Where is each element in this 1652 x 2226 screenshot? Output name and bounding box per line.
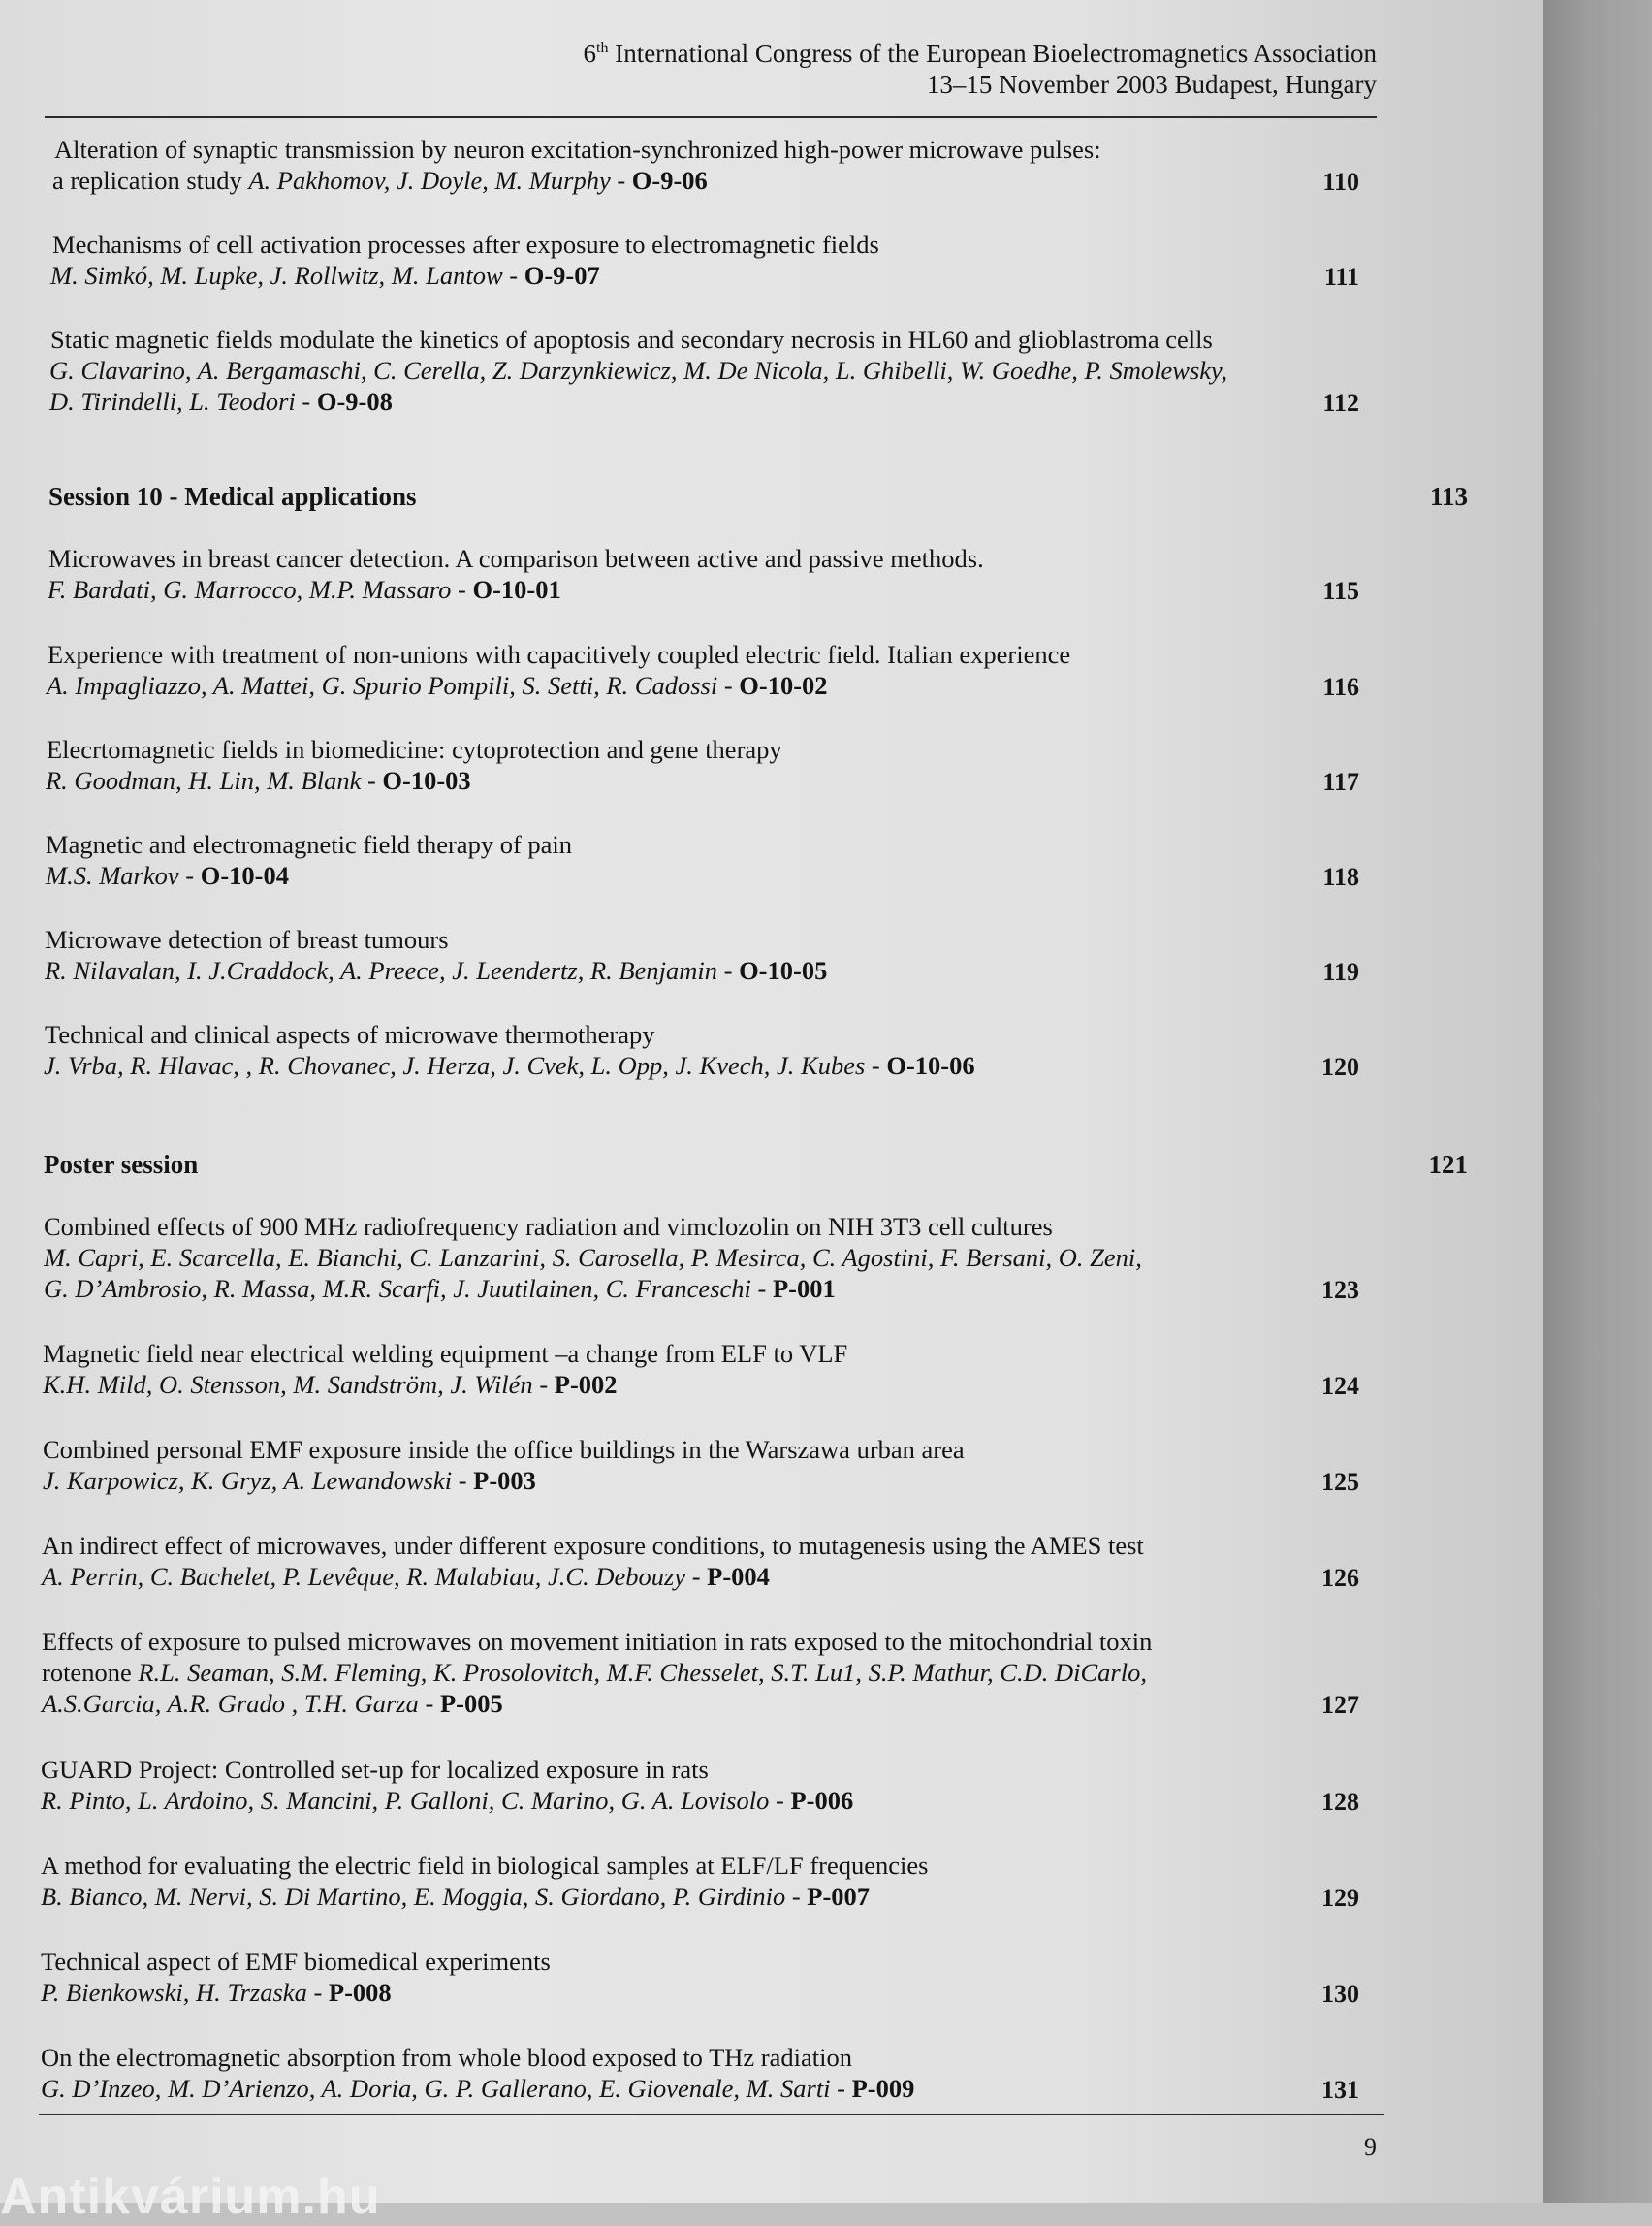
toc-entry: Combined personal EMF exposure inside the office buildings in the Warszawa urban area J. Karpowicz, K. Gryz, A. Lewandowski - P-003 125 (0, 1434, 1543, 1496)
entry-authors: R. Nilavalan, I. J.Craddock, A. Preece, J. Leendertz, R. Benjamin (45, 956, 717, 985)
toc-entry: Experience with treatment of non-unions with capacitively coupled electric field. Italian experience A. Impagliazzo, A. Mattei, G. Spurio Pompili, S. Setti, R. Cadossi - O-10-02 116 (0, 639, 1543, 701)
entry-page: 131 (1321, 2076, 1359, 2104)
watermark-text: Antikvárium.hu (0, 2169, 381, 2225)
entry-code: O-9-06 (631, 166, 708, 195)
entry-title: Magnetic field near electrical welding equipment –a change from ELF to VLF (43, 1339, 848, 1368)
page-number: 9 (1364, 2133, 1377, 2161)
entry-page: 118 (1322, 863, 1359, 891)
entry-page: 116 (1322, 673, 1359, 701)
toc-entry: Elecrtomagnetic fields in biomedicine: cytoprotection and gene therapy R. Goodman, H. Lin, M. Blank - O-10-03 117 (0, 734, 1543, 796)
header-line-1: 6th International Congress of the European Bioelectromagnetics Association (583, 39, 1377, 68)
entry-authors: R. Goodman, H. Lin, M. Blank (46, 766, 362, 795)
entry-authors: K.H. Mild, O. Stensson, M. Sandström, J. Wilén (43, 1370, 533, 1399)
entry-title: An indirect effect of microwaves, under different exposure conditions, to mutagenesis using the AMES test (42, 1531, 1144, 1560)
session-page: 121 (1428, 1150, 1468, 1179)
entry-page: 120 (1321, 1053, 1359, 1081)
entry-page: 111 (1323, 263, 1359, 291)
entry-title: A method for evaluating the electric field in biological samples at ELF/LF frequencies (41, 1851, 929, 1880)
entry-authors: G. Clavarino, A. Bergamaschi, C. Cerella, Z. Darzynkiewicz, M. De Nicola, L. Ghibelli, W. Goedhe, P. Smolewsky, (49, 356, 1227, 385)
entry-page: 128 (1321, 1788, 1359, 1816)
entry-code: P-002 (554, 1370, 618, 1399)
conference-header (584, 33, 1378, 100)
entry-code: O-10-04 (200, 861, 289, 890)
entry-page: 110 (1322, 168, 1359, 196)
entry-authors: M. Capri, E. Scarcella, E. Bianchi, C. Lanzarini, S. Carosella, P. Mesirca, C. Agostini, F. Bersani, O. Zeni, (44, 1243, 1142, 1272)
entry-authors-continued: A.S.Garcia, A.R. Grado , T.H. Garza (42, 1689, 419, 1718)
entry-authors: B. Bianco, M. Nervi, S. Di Martino, E. Moggia, S. Giordano, P. Girdinio (41, 1882, 786, 1911)
toc-entry: Alteration of synaptic transmission by neuron excitation-synchronized high-power microwave pulses: a replication study A. Pakhomov, J. Doyle, M. Murphy - O-9-06 110 (0, 134, 1543, 196)
entry-code: P-007 (807, 1882, 871, 1911)
entry-authors: P. Bienkowski, H. Trzaska (41, 1978, 307, 2007)
entry-code: O-10-02 (739, 671, 828, 700)
entry-authors: R. Pinto, L. Ardoino, S. Mancini, P. Galloni, C. Marino, G. A. Lovisolo (41, 1786, 770, 1815)
entry-authors-continued: D. Tirindelli, L. Teodori (49, 387, 296, 416)
entry-code: O-10-05 (739, 956, 828, 985)
entry-code: O-9-07 (524, 261, 600, 290)
session-heading: Session 10 - Medical applications (48, 482, 417, 511)
page-edge-shadow (1543, 0, 1652, 2203)
entry-title: Microwave detection of breast tumours (45, 925, 449, 954)
entry-authors: M. Simkó, M. Lupke, J. Rollwitz, M. Lantow (50, 261, 503, 290)
entry-authors: J. Vrba, R. Hlavac, , R. Chovanec, J. Herza, J. Cvek, L. Opp, J. Kvech, J. Kubes (44, 1051, 866, 1080)
toc-entry: Mechanisms of cell activation processes after exposure to electromagnetic fields M. Simkó, M. Lupke, J. Rollwitz, M. Lantow - O-9-07 111 (0, 229, 1543, 291)
toc-entry: Magnetic and electromagnetic field therapy of pain M.S. Markov - O-10-04 118 (0, 829, 1543, 891)
header-rule (45, 116, 1377, 118)
toc-entry: Magnetic field near electrical welding equipment –a change from ELF to VLF K.H. Mild, O. Stensson, M. Sandström, J. Wilén - P-002 124 (0, 1338, 1543, 1400)
footer-rule (39, 2114, 1384, 2115)
toc-entry: GUARD Project: Controlled set-up for localized exposure in rats R. Pinto, L. Ardoino, S. Mancini, P. Galloni, C. Marino, G. A. Lovisolo - P-006 128 (0, 1754, 1543, 1816)
entry-title: GUARD Project: Controlled set-up for localized exposure in rats (41, 1755, 709, 1784)
entry-page: 124 (1321, 1372, 1359, 1400)
entry-title: Elecrtomagnetic fields in biomedicine: cytoprotection and gene therapy (47, 735, 782, 764)
entry-title: Combined personal EMF exposure inside the office buildings in the Warszawa urban area (43, 1435, 965, 1464)
entry-page: 129 (1321, 1884, 1359, 1912)
entry-page: 126 (1321, 1564, 1359, 1592)
entry-title: Mechanisms of cell activation processes after exposure to electromagnetic fields (52, 230, 879, 259)
entry-code: O-9-08 (316, 387, 393, 416)
entry-page: 117 (1322, 768, 1359, 796)
entry-title: Microwaves in breast cancer detection. A comparison between active and passive methods. (48, 544, 984, 573)
entry-code: O-10-01 (472, 575, 561, 604)
entry-page: 112 (1322, 389, 1359, 417)
entry-title-continued: a replication study (52, 166, 249, 195)
entry-authors: A. Perrin, C. Bachelet, P. Levêque, R. Malabiau, J.C. Debouzy (42, 1562, 686, 1591)
entry-code: O-10-03 (382, 766, 471, 795)
entry-title: On the electromagnetic absorption from whole blood exposed to THz radiation (41, 2043, 852, 2072)
entry-page: 119 (1322, 958, 1359, 986)
entry-authors: J. Karpowicz, K. Gryz, A. Lewandowski (43, 1466, 453, 1495)
entry-authors: A. Pakhomov, J. Doyle, M. Murphy (248, 166, 611, 195)
entry-title-continued: rotenone (42, 1658, 139, 1687)
toc-entry: Static magnetic fields modulate the kinetics of apoptosis and secondary necrosis in HL60 and glioblastroma cells G. Clavarino, A. Bergamaschi, C. Cerella, Z. Darzynkiewicz, M. De Nicola, L. Ghibelli, W. Goedhe, P. Smolewsky, D. Tirindelli, L. Teodori - O-9-08 112 (0, 324, 1543, 417)
toc-entry: Combined effects of 900 MHz radiofrequency radiation and vimclozolin on NIH 3T3 cell cultures M. Capri, E. Scarcella, E. Bianchi, C. Lanzarini, S. Carosella, P. Mesirca, C. Agostini, F. Bersani, O. Zeni, G. D’Ambrosio, R. Massa, M.R. Scarfi, J. Juutilainen, C. Franceschi - P-001 123 (0, 1211, 1543, 1304)
entry-code: P-001 (772, 1274, 836, 1303)
entry-page: 115 (1322, 577, 1359, 605)
entry-title: Alteration of synaptic transmission by neuron excitation-synchronized high-power microwave pulses: (54, 135, 1101, 164)
entry-authors: M.S. Markov (46, 861, 179, 890)
toc-entry: A method for evaluating the electric field in biological samples at ELF/LF frequencies B. Bianco, M. Nervi, S. Di Martino, E. Moggia, S. Giordano, P. Girdinio - P-007 129 (0, 1850, 1543, 1912)
entry-authors: G. D’Inzeo, M. D’Arienzo, A. Doria, G. P. Gallerano, E. Giovenale, M. Sarti (41, 2074, 831, 2103)
entry-authors: A. Impagliazzo, A. Mattei, G. Spurio Pompili, S. Setti, R. Cadossi (47, 671, 718, 700)
toc-entry: Technical and clinical aspects of microwave thermotherapy J. Vrba, R. Hlavac, , R. Chovanec, J. Herza, J. Cvek, L. Opp, J. Kvech, J. Kubes - O-10-06 120 (0, 1019, 1543, 1081)
entry-code: P-005 (440, 1689, 503, 1718)
entry-title: Experience with treatment of non-unions with capacitively coupled electric field. Italian experience (48, 640, 1071, 669)
toc-entry: Technical aspect of EMF biomedical experiments P. Bienkowski, H. Trzaska - P-008 130 (0, 1946, 1543, 2008)
entry-authors: R.L. Seaman, S.M. Fleming, K. Prosolovitch, M.F. Chesselet, S.T. Lu1, S.P. Mathur, C.D. DiCarlo, (138, 1658, 1147, 1687)
session-heading: Poster session (44, 1150, 199, 1179)
toc-entry: An indirect effect of microwaves, under different exposure conditions, to mutagenesis using the AMES test A. Perrin, C. Bachelet, P. Levêque, R. Malabiau, J.C. Debouzy - P-004 126 (0, 1530, 1543, 1592)
entry-title: Technical and clinical aspects of microwave thermotherapy (45, 1020, 655, 1049)
entry-code: P-004 (707, 1562, 770, 1591)
session-page: 113 (1429, 482, 1468, 511)
entry-title: Combined effects of 900 MHz radiofrequency radiation and vimclozolin on NIH 3T3 cell cultures (44, 1212, 1053, 1241)
toc-entry: Microwaves in breast cancer detection. A comparison between active and passive methods. F. Bardati, G. Marrocco, M.P. Massaro - O-10-01 115 (0, 543, 1543, 605)
entry-code: P-003 (473, 1466, 536, 1495)
entry-code: P-008 (328, 1978, 392, 2007)
entry-authors: F. Bardati, G. Marrocco, M.P. Massaro (48, 575, 452, 604)
entry-code: O-10-06 (886, 1051, 975, 1080)
entry-authors-continued: G. D’Ambrosio, R. Massa, M.R. Scarfi, J. Juutilainen, C. Franceschi (44, 1274, 751, 1303)
toc-entry: On the electromagnetic absorption from whole blood exposed to THz radiation G. D’Inzeo, M. D’Arienzo, A. Doria, G. P. Gallerano, E. Giovenale, M. Sarti - P-009 131 (0, 2042, 1543, 2104)
header-line-2: 13–15 November 2003 Budapest, Hungary (926, 70, 1377, 99)
entry-page: 125 (1321, 1468, 1359, 1496)
entry-code: P-006 (790, 1786, 854, 1815)
entry-page: 123 (1321, 1276, 1359, 1304)
entry-code: P-009 (851, 2074, 915, 2103)
entry-title: Technical aspect of EMF biomedical experiments (41, 1947, 551, 1976)
entry-title: Effects of exposure to pulsed microwaves on movement initiation in rats exposed to the mitochondrial toxin (42, 1627, 1153, 1656)
toc-entry: Effects of exposure to pulsed microwaves on movement initiation in rats exposed to the mitochondrial toxin rotenone R.L. Seaman, S.M. Fleming, K. Prosolovitch, M.F. Chesselet, S.T. Lu1, S.P. Mathur, C.D. DiCarlo, A.S.Garcia, A.R. Grado , T.H. Garza - P-005 127 (0, 1626, 1543, 1719)
entry-page: 127 (1321, 1691, 1359, 1719)
toc-entry: Microwave detection of breast tumours R. Nilavalan, I. J.Craddock, A. Preece, J. Leendertz, R. Benjamin - O-10-05 119 (0, 924, 1543, 986)
entry-title: Magnetic and electromagnetic field therapy of pain (46, 830, 573, 859)
entry-page: 130 (1321, 1980, 1359, 2008)
entry-title: Static magnetic fields modulate the kinetics of apoptosis and secondary necrosis in HL60 and glioblastroma cells (50, 325, 1213, 354)
